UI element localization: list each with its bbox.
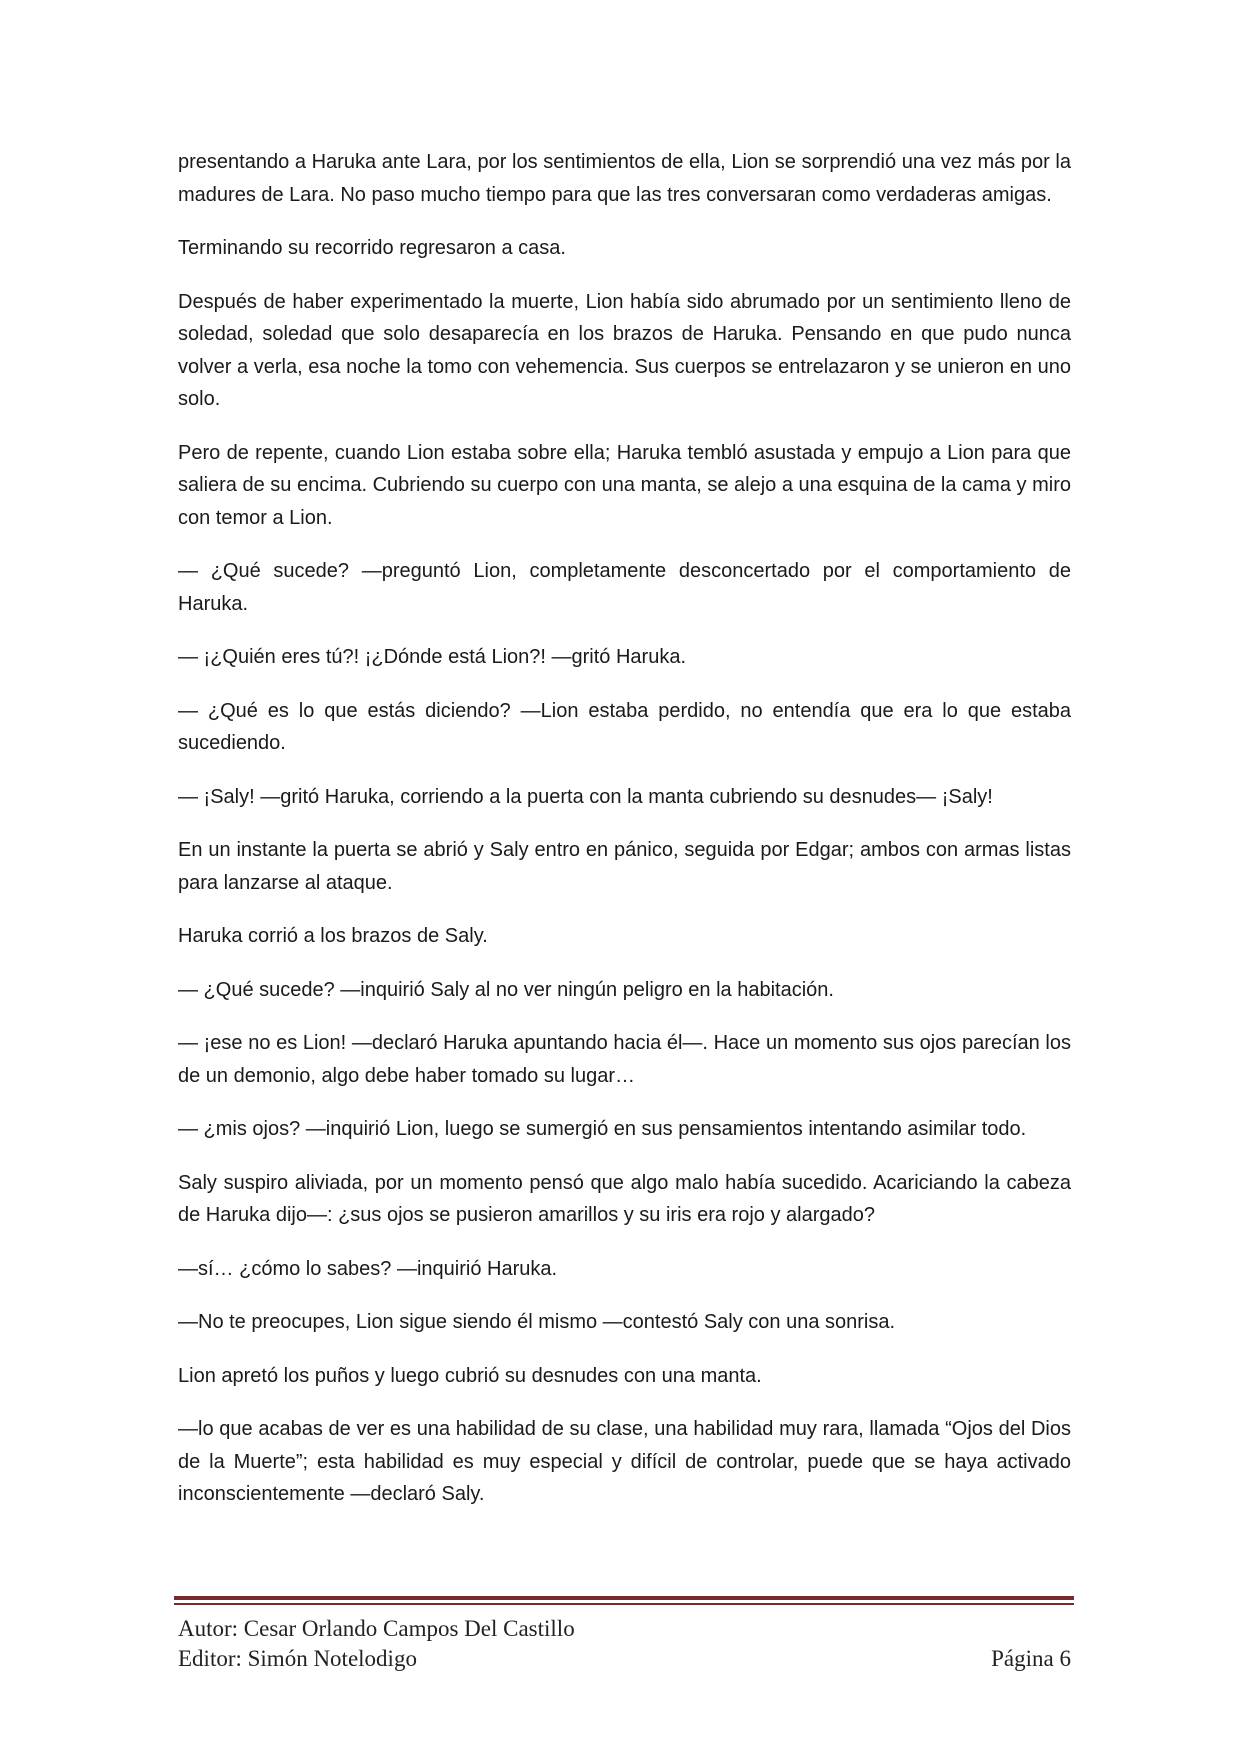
paragraph: En un instante la puerta se abrió y Saly entro en pánico, seguida por Edgar; ambos con armas listas para lanzarse al ataque. [178, 839, 1071, 894]
paragraph: — ¿Qué es lo que estás diciendo? —Lion estaba perdido, no entendía que era lo que estaba sucediendo. [178, 699, 1071, 754]
footer-divider [174, 1596, 1074, 1607]
paragraph: — ¿mis ojos? —inquirió Lion, luego se sumergió en sus pensamientos intentando asimilar todo. [178, 1118, 1027, 1140]
paragraph: Haruka corrió a los brazos de Saly. [178, 925, 488, 947]
footer-divider-thick [174, 1596, 1074, 1600]
paragraph: — ¡ese no es Lion! —declaró Haruka apuntando hacia él—. Hace un momento sus ojos parecían los de un demonio, algo debe haber tomado su lugar… [178, 1032, 1071, 1087]
paragraph: — ¿Qué sucede? —preguntó Lion, completamente desconcertado por el comportamiento de Haruka. [178, 560, 1071, 615]
paragraph: —No te preocupes, Lion sigue siendo él mismo —contestó Saly con una sonrisa. [178, 1311, 896, 1333]
paragraph: — ¿Qué sucede? —inquirió Saly al no ver ningún peligro en la habitación. [178, 978, 834, 1001]
page-number: Página 6 [991, 1646, 1071, 1671]
page-footer [178, 1614, 1071, 1674]
paragraph: Terminando su recorrido regresaron a casa. [178, 237, 566, 259]
paragraph: presentando a Haruka ante Lara, por los sentimientos de ella, Lion se sorprendió una vez más por la madures de Lara. No paso mucho tiempo para que las tres conversaran como verdaderas amigas. [178, 151, 1071, 206]
footer-author: Autor: Cesar Orlando Campos Del Castillo [178, 1616, 575, 1641]
paragraph: Pero de repente, cuando Lion estaba sobre ella; Haruka tembló asustada y empujo a Lion para que saliera de su encima. Cubriendo su cuerpo con una manta, se alejo a una esquina de la cama y miro con temor a Lion. [178, 441, 1071, 529]
paragraph: Saly suspiro aliviada, por un momento pensó que algo malo había sucedido. Acariciando la cabeza de Haruka dijo—: ¿sus ojos se pusieron amarillos y su iris era rojo y alargado? [178, 1171, 1071, 1226]
paragraph: — ¡¿Quién eres tú?! ¡¿Dónde está Lion?! —gritó Haruka. [178, 646, 687, 668]
footer-editor: Editor: Simón Notelodigo [178, 1646, 417, 1671]
paragraph: Lion apretó los puños y luego cubrió su desnudes con una manta. [178, 1364, 762, 1387]
footer-divider-thin [174, 1603, 1074, 1605]
paragraph: —sí… ¿cómo lo sabes? —inquirió Haruka. [178, 1257, 558, 1280]
paragraph: Después de haber experimentado la muerte, Lion había sido abrumado por un sentimiento lleno de soledad, soledad que solo desaparecía en los brazos de Haruka. Pensando en que pudo nunca volver a verla, esa noche la tomo con vehemencia. Sus cuerpos se entrelazaron y se unieron en uno solo. [178, 290, 1071, 410]
page-body [178, 146, 1071, 1532]
paragraph: —lo que acabas de ver es una habilidad de su clase, una habilidad muy rara, llamada “Ojos del Dios de la Muerte”; esta habilidad es muy especial y difícil de controlar, puede que se haya activado inconscientemente —declaró Saly. [178, 1418, 1071, 1505]
paragraph: — ¡Saly! —gritó Haruka, corriendo a la puerta con la manta cubriendo su desnudes— ¡Saly! [178, 785, 993, 808]
